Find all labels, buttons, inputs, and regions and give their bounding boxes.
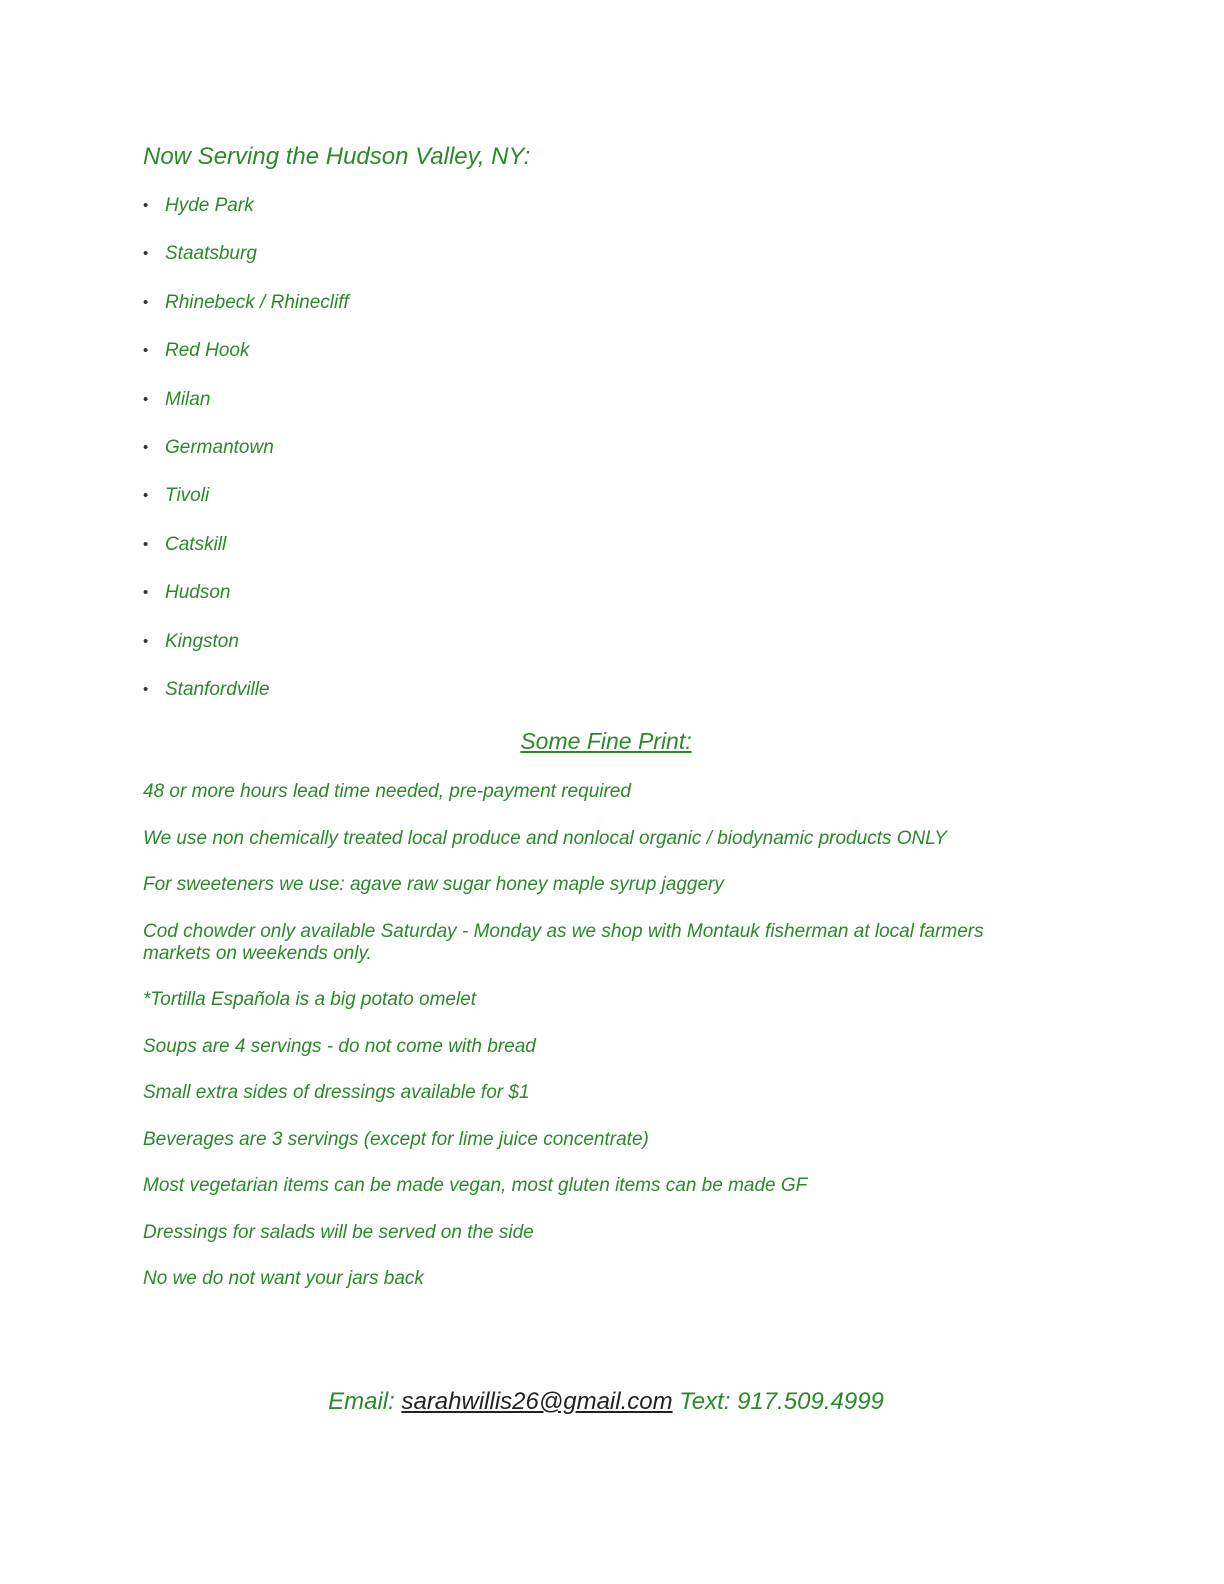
town-name: Staatsburg — [165, 243, 257, 265]
fine-print-note: For sweeteners we use: agave raw sugar honey maple syrup jaggery — [143, 874, 724, 895]
list-item — [143, 194, 349, 242]
contact-line — [0, 1388, 1212, 1416]
fine-print-note: Small extra sides of dressings available for $1 — [143, 1082, 530, 1103]
list-item — [143, 678, 349, 726]
fine-print-note: Most vegetarian items can be made vegan, most gluten items can be made GF — [143, 1175, 808, 1196]
town-name: Milan — [165, 388, 211, 410]
fine-print-note: Beverages are 3 servings (except for lime juice concentrate) — [143, 1128, 649, 1150]
bullet-icon: • — [143, 487, 149, 505]
fine-print-note: 48 or more hours lead time needed, pre-payment required — [143, 781, 631, 802]
town-list — [143, 194, 349, 726]
email-label: Email: — [328, 1388, 395, 1415]
town-name: Catskill — [165, 533, 227, 555]
bullet-icon: • — [143, 680, 149, 698]
list-item — [143, 581, 349, 629]
fine-print-note: We use non chemically treated local produce and nonlocal organic / biodynamic products ONLY — [143, 827, 947, 849]
bullet-icon: • — [143, 535, 149, 553]
list-item — [143, 242, 349, 290]
text-label: Text: — [679, 1388, 731, 1415]
town-name: Hudson — [165, 582, 231, 604]
list-item — [143, 436, 349, 484]
phone-number: 917.509.4999 — [737, 1388, 884, 1415]
fine-print-note: Soups are 4 servings - do not come with bread — [143, 1035, 536, 1057]
town-name: Stanfordville — [165, 678, 270, 700]
bullet-icon: • — [143, 342, 149, 360]
bullet-icon: • — [143, 390, 149, 408]
list-item — [143, 291, 349, 339]
bullet-icon: • — [143, 245, 149, 263]
service-area-heading: Now Serving the Hudson Valley, NY: — [143, 143, 531, 170]
list-item — [143, 630, 349, 678]
fine-print-note: Cod chowder only available Saturday - Monday as we shop with Montauk fisherman at local farmers markets on weekends only. — [143, 920, 984, 964]
fine-print-note: Dressings for salads will be served on the side — [143, 1221, 534, 1243]
list-item — [143, 339, 349, 387]
bullet-icon: • — [143, 584, 149, 602]
town-name: Kingston — [165, 630, 239, 652]
email-link[interactable]: sarahwillis26@gmail.com — [401, 1388, 673, 1415]
fine-print-title: Some Fine Print: — [520, 728, 692, 754]
fine-print-note: No we do not want your jars back — [143, 1268, 424, 1289]
fine-print-note: *Tortilla Española is a big potato omelet — [143, 989, 477, 1010]
list-item — [143, 533, 349, 581]
town-name: Hyde Park — [165, 195, 254, 216]
town-name: Germantown — [165, 436, 274, 458]
bullet-icon: • — [143, 293, 149, 311]
bullet-icon: • — [143, 632, 149, 650]
town-name: Rhinebeck / Rhinecliff — [165, 291, 349, 313]
bullet-icon: • — [143, 438, 149, 456]
list-item — [143, 484, 349, 532]
bullet-icon: • — [143, 197, 149, 214]
list-item — [143, 388, 349, 436]
town-name: Red Hook — [165, 340, 250, 362]
fine-print-notes — [143, 781, 1043, 1315]
town-name: Tivoli — [165, 485, 210, 507]
